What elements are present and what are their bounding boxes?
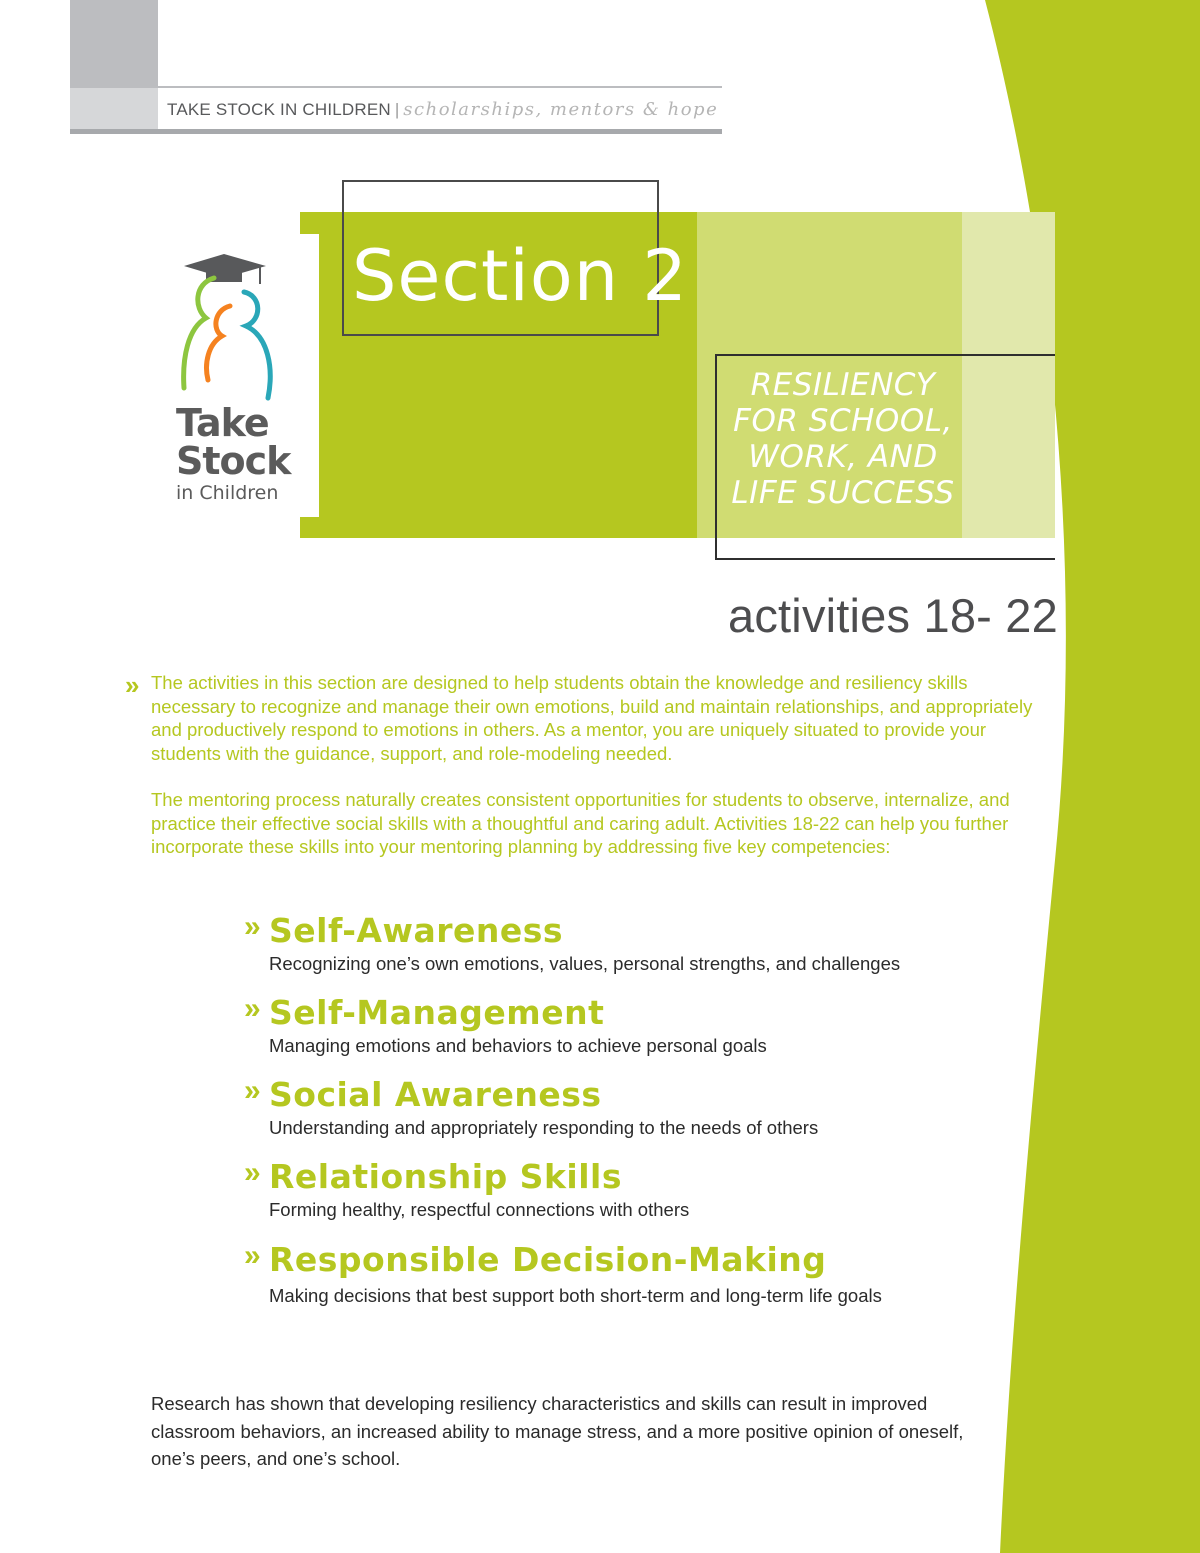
arrow-icon: »	[244, 1074, 253, 1107]
activities-range-label: activities 18- 22	[728, 589, 1058, 642]
logo-wordmark	[176, 401, 291, 504]
header-org-name: TAKE STOCK IN CHILDREN	[167, 100, 391, 119]
banner-bracket	[299, 234, 319, 517]
competency-title: Self-Management	[269, 993, 605, 1032]
section-title: Section 2	[352, 235, 688, 317]
arrow-icon: »	[244, 1156, 253, 1189]
logo-line-stock: Stock	[176, 439, 291, 483]
competency-description: Recognizing one’s own emotions, values, personal strengths, and challenges	[269, 953, 901, 974]
header-left-block	[70, 88, 158, 130]
competency-title: Social Awareness	[269, 1075, 602, 1114]
arrow-icon: »	[244, 992, 253, 1025]
subtitle-line: FOR SCHOOL,	[733, 403, 953, 439]
arrow-icon: »	[244, 910, 253, 943]
subtitle-line: LIFE SUCCESS	[731, 475, 955, 511]
logo-line-take: Take	[176, 401, 269, 445]
header-top-rule	[70, 86, 722, 88]
competency-title: Relationship Skills	[269, 1157, 622, 1196]
header-gray-block	[70, 0, 158, 88]
header-tagline: scholarships, mentors & hope	[403, 99, 719, 120]
competency-description: Forming healthy, respectful connections with others	[269, 1199, 690, 1220]
header-separator: |	[394, 100, 400, 119]
subtitle-line: RESILIENCY	[750, 367, 936, 403]
competency-description: Making decisions that best support both short-term and long-term life goals	[269, 1285, 882, 1306]
intro-arrow-icon: »	[125, 670, 134, 700]
subtitle-line: WORK, AND	[748, 439, 938, 475]
header-bottom-rule	[70, 129, 722, 134]
competency-description: Managing emotions and behaviors to achieve personal goals	[269, 1035, 767, 1056]
header-text	[167, 97, 718, 123]
intro-paragraph: The mentoring process naturally creates consistent opportunities for students to observe, internalize, and practice their effective social skills with a thoughtful and caring adult. Activities 18-22 can help you further incorporate these skills into your mentoring planning by addressing five key competencies:	[151, 789, 1010, 857]
competency-title: Self-Awareness	[269, 911, 564, 950]
section-subtitle	[718, 367, 968, 511]
intro-paragraph: The activities in this section are designed to help students obtain the knowledge and resiliency skills necessary to recognize and manage their own emotions, build and maintain relationships, and appropriately and productively respond to emotions in others. As a mentor, you are uniquely situated to provide your students with the guidance, support, and role-modeling needed.	[151, 672, 1033, 764]
competency-description: Understanding and appropriately responding to the needs of others	[269, 1117, 819, 1138]
logo-line-in-children: in Children	[176, 482, 279, 504]
competency-title: Responsible Decision-Making	[269, 1240, 827, 1279]
research-paragraph: Research has shown that developing resiliency characteristics and skills can result in improved classroom behaviors, an increased ability to manage stress, and a more positive opinion of oneself, one’s peers, and one’s school.	[151, 1393, 964, 1469]
arrow-icon: »	[244, 1239, 253, 1272]
